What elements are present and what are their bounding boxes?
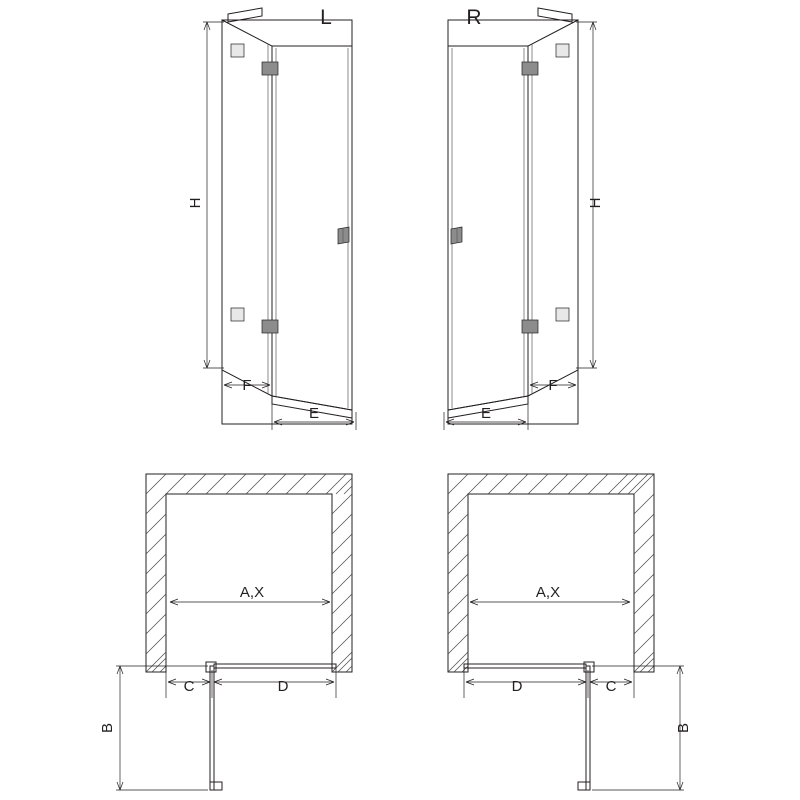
right-AX-label: A,X (535, 584, 561, 601)
left-C-label: C (183, 678, 195, 695)
left-elevation-view (187, 6, 356, 430)
right-D-label: D (511, 678, 523, 695)
right-door-panel (528, 20, 578, 396)
left-plan-door-handle (210, 782, 222, 790)
right-hinge-bottom-inner (522, 320, 538, 333)
right-F-label: F (548, 377, 558, 394)
right-H-label: H (587, 197, 604, 209)
right-hinge-top-inner (522, 62, 538, 75)
left-hinge-top-outer (231, 44, 244, 57)
left-hinge-bottom-inner (262, 320, 278, 333)
right-hinge-bottom-outer (556, 308, 569, 321)
left-hinge-top-inner (262, 62, 278, 75)
right-elevation-view (444, 6, 604, 430)
left-E-label: E (308, 405, 320, 422)
left-door-panel (222, 20, 272, 396)
right-handle (451, 227, 462, 244)
right-B-label: B (675, 722, 692, 734)
left-B-label: B (99, 722, 116, 734)
right-view-label: R (466, 6, 482, 29)
right-plan-view (448, 474, 692, 790)
left-plan-view (99, 474, 352, 790)
left-plan-wall-hatch (146, 474, 352, 672)
left-F-label: F (242, 377, 252, 394)
right-C-label: C (605, 678, 617, 695)
right-plan-wall-hatch (448, 474, 654, 672)
left-plan-wall (146, 474, 352, 672)
left-handle (338, 227, 349, 244)
right-plan-door-handle (578, 782, 590, 790)
left-AX-label: A,X (239, 584, 265, 601)
right-E-label: E (480, 405, 492, 422)
left-plan-fixed-glass (214, 664, 336, 668)
right-plan-fixed-glass (464, 664, 586, 668)
left-view-label: L (320, 6, 332, 29)
left-hinge-bottom-outer (231, 308, 244, 321)
right-hinge-top-outer (556, 44, 569, 57)
right-plan-wall (448, 474, 654, 672)
right-outer-frame (448, 20, 578, 424)
left-H-label: H (187, 197, 204, 209)
left-D-label: D (277, 678, 289, 695)
left-outer-frame (222, 20, 352, 424)
left-fixed-panel (272, 46, 352, 410)
